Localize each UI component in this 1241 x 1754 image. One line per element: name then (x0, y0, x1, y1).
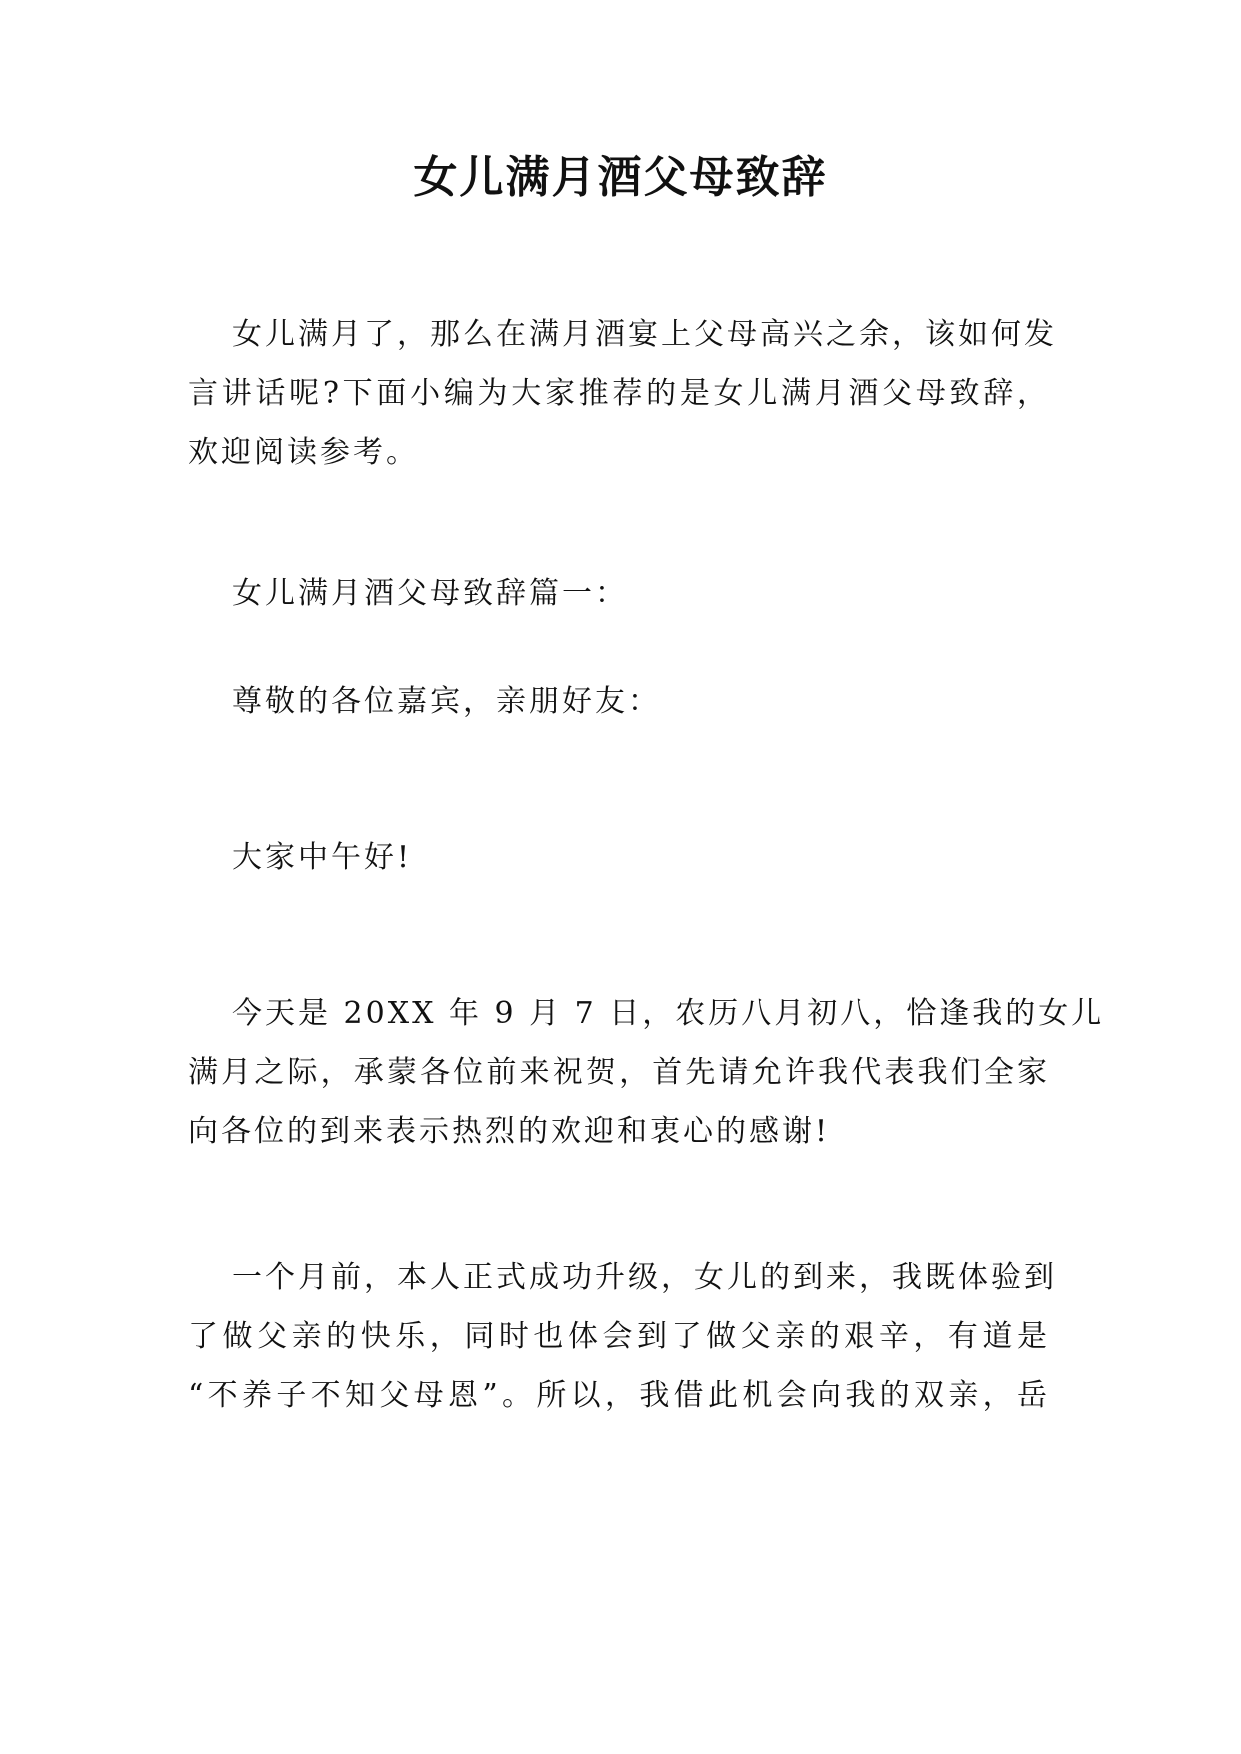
salutation-paragraph (188, 672, 1050, 731)
paragraph-line: 大家中午好! (232, 840, 413, 875)
welcome-paragraph (188, 984, 1105, 1161)
document-title: 女儿满月酒父母致辞 (413, 152, 828, 203)
paragraph-line: “不养子不知父母恩”。所以，我借此机会向我的双亲，岳 (188, 1378, 1050, 1413)
paragraph-line: 向各位的到来表示热烈的欢迎和衷心的感谢! (188, 1114, 831, 1149)
section-heading-paragraph (188, 564, 1050, 623)
paragraph-line: 言讲话呢?下面小编为大家推荐的是女儿满月酒父母致辞， (188, 376, 1050, 411)
father-paragraph (188, 1248, 1057, 1425)
paragraph-line: 了做父亲的快乐，同时也体会到了做父亲的艰辛，有道是 (188, 1319, 1050, 1354)
paragraph-line: 欢迎阅读参考。 (188, 435, 419, 470)
paragraph-line: 女儿满月了，那么在满月酒宴上父母高兴之余，该如何发 (232, 317, 1057, 352)
paragraph-line: 一个月前，本人正式成功升级，女儿的到来，我既体验到 (232, 1260, 1057, 1295)
paragraph-line: 尊敬的各位嘉宾，亲朋好友： (232, 684, 661, 719)
paragraph-line: 今天是 20XX 年 9 月 7 日，农历八月初八，恰逢我的女儿 (232, 996, 1105, 1031)
greeting-paragraph (188, 828, 1050, 887)
paragraph-line: 女儿满月酒父母致辞篇一： (232, 576, 628, 611)
paragraph-line: 满月之际，承蒙各位前来祝贺，首先请允许我代表我们全家 (188, 1055, 1050, 1090)
intro-paragraph (188, 305, 1057, 482)
